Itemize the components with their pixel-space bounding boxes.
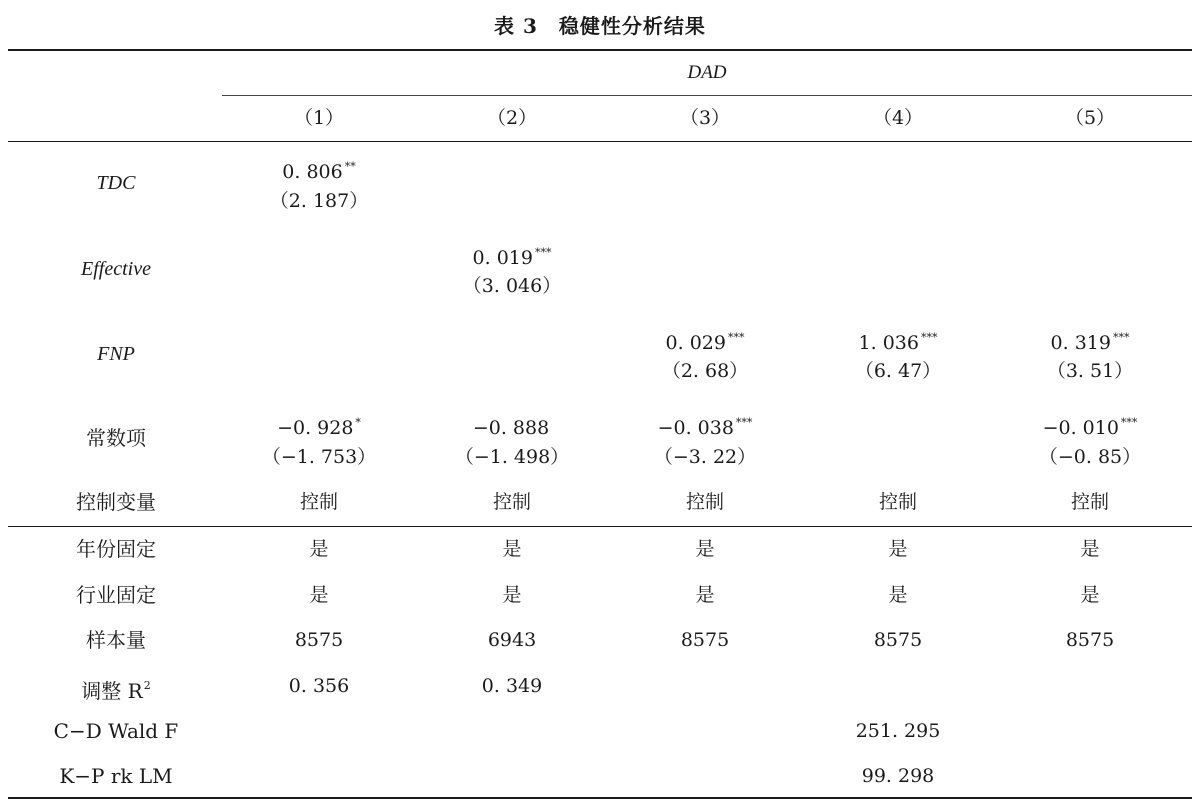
column-header-4: （4）: [872, 107, 924, 129]
row-label-controls: 控制变量: [76, 490, 156, 514]
row-label-tdc: TDC: [96, 172, 136, 194]
tstat-constant-2: （−1. 498）: [454, 446, 570, 468]
sample-size-2: 6943: [487, 629, 537, 651]
industry-fixed-1: 是: [309, 584, 329, 606]
row-label-year-fixed: 年份固定: [76, 537, 156, 561]
controls-2: 控制: [492, 491, 531, 513]
row-label-sample-size: 样本量: [86, 628, 146, 652]
dependent-variable-header: DAD: [687, 62, 727, 83]
coef-constant-2: −0. 888: [472, 417, 550, 439]
industry-fixed-3: 是: [695, 584, 715, 606]
coef-fnp-5: 0. 319 ***: [1050, 331, 1130, 354]
industry-fixed-4: 是: [888, 584, 908, 606]
controls-5: 控制: [1070, 491, 1109, 513]
year-fixed-4: 是: [888, 538, 908, 560]
tstat-fnp-5: （3. 51）: [1046, 360, 1134, 382]
cd-wald-f-4: 251. 295: [855, 720, 941, 742]
column-header-2: （2）: [486, 107, 538, 129]
tstat-constant-5: （−0. 85）: [1038, 446, 1142, 468]
industry-fixed-5: 是: [1080, 584, 1100, 606]
year-fixed-1: 是: [309, 538, 329, 560]
tstat-fnp-4: （6. 47）: [854, 360, 942, 382]
sample-size-4: 8575: [873, 629, 923, 651]
sample-size-5: 8575: [1065, 629, 1115, 651]
body-rule: [8, 526, 1192, 527]
column-header-3: （3）: [679, 107, 731, 129]
table-title: 表 3 稳健性分析结果: [494, 14, 706, 38]
sub-header-rule: [222, 95, 1192, 96]
kp-rk-lm-4: 99. 298: [861, 765, 935, 787]
sample-size-1: 8575: [294, 629, 344, 651]
row-label-fnp: FNP: [97, 343, 135, 365]
coef-tdc-1: 0. 806 **: [282, 160, 356, 183]
row-label-adj-r2: 调整 $R^2$: [81, 679, 151, 703]
bottom-rule: [8, 797, 1192, 799]
year-fixed-5: 是: [1080, 538, 1100, 560]
controls-3: 控制: [685, 491, 724, 513]
row-label-constant: 常数项: [86, 426, 146, 450]
header-rule: [8, 141, 1192, 142]
column-header-5: （5）: [1064, 107, 1116, 129]
year-fixed-3: 是: [695, 538, 715, 560]
tstat-tdc-1: （2. 187）: [269, 190, 369, 212]
controls-4: 控制: [878, 491, 917, 513]
row-label-effective: Effective: [81, 258, 151, 280]
coef-constant-3: −0. 038 ***: [657, 416, 753, 439]
top-rule: [8, 49, 1192, 51]
tstat-effective-2: （3. 046）: [462, 275, 562, 297]
coef-fnp-4: 1. 036 ***: [858, 331, 938, 354]
adj-r2-1: 0. 356: [288, 675, 350, 697]
controls-1: 控制: [299, 491, 338, 513]
adj-r2-2: 0. 349: [481, 675, 543, 697]
tstat-constant-3: （−3. 22）: [653, 446, 757, 468]
coef-constant-5: −0. 010 ***: [1042, 416, 1138, 439]
coef-effective-2: 0. 019 ***: [472, 246, 552, 269]
column-header-1: （1）: [293, 107, 345, 129]
sample-size-3: 8575: [680, 629, 730, 651]
industry-fixed-2: 是: [502, 584, 522, 606]
row-label-industry-fixed: 行业固定: [76, 583, 156, 607]
row-label-kp-rk-lm: K−P rk LM: [59, 764, 173, 788]
row-label-cd-wald-f: C−D Wald F: [53, 719, 179, 743]
year-fixed-2: 是: [502, 538, 522, 560]
coef-constant-1: −0. 928 *: [277, 416, 361, 439]
tstat-constant-1: （−1. 753）: [261, 446, 377, 468]
tstat-fnp-3: （2. 68）: [661, 360, 749, 382]
coef-fnp-3: 0. 029 ***: [665, 331, 745, 354]
